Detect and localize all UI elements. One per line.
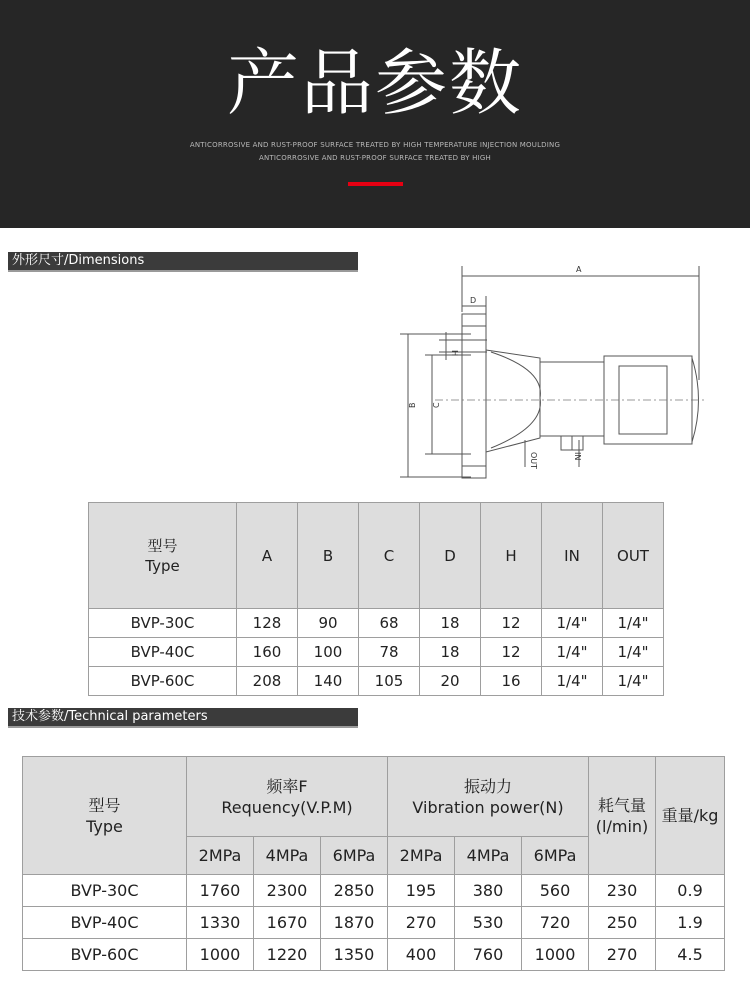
table-row (23, 939, 725, 971)
table-cell: 1.9 (656, 907, 725, 939)
banner-subtitle-1: ANTICORROSIVE AND RUST-PROOF SURFACE TREATED BY HIGH TEMPERATURE INJECTION MOULDING (189, 141, 561, 149)
banner-subtitle-2: ANTICORROSIVE AND RUST-PROOF SURFACE TREATED BY HIGH (258, 154, 491, 162)
dimension-drawing (395, 262, 715, 492)
table-row (89, 667, 664, 696)
column-header: A (237, 503, 298, 609)
dim-label-d: D (470, 296, 477, 305)
technical-table (22, 756, 725, 971)
dim-label-out: OUT (529, 452, 538, 470)
table-cell: 68 (359, 609, 420, 638)
table-cell: 90 (298, 609, 359, 638)
table-cell: 1/4" (603, 638, 664, 667)
table-cell: 530 (455, 907, 522, 939)
dim-label-in: IN (573, 452, 582, 461)
model-cell: BVP-60C (89, 667, 237, 696)
table-header-row (23, 757, 725, 837)
column-header: OUT (603, 503, 664, 609)
table-cell: 18 (420, 638, 481, 667)
model-cell: BVP-60C (23, 939, 187, 971)
table-cell: 78 (359, 638, 420, 667)
column-header: IN (542, 503, 603, 609)
table-cell: 16 (481, 667, 542, 696)
table-cell: 12 (481, 609, 542, 638)
table-row (23, 907, 725, 939)
pressure-header: 6MPa (522, 837, 589, 875)
table-cell: 12 (481, 638, 542, 667)
table-cell: 560 (522, 875, 589, 907)
pressure-header: 2MPa (187, 837, 254, 875)
table-cell: 760 (455, 939, 522, 971)
table-cell: 1330 (187, 907, 254, 939)
column-header: C (359, 503, 420, 609)
column-header: H (481, 503, 542, 609)
table-row (89, 638, 664, 667)
table-cell: 1/4" (603, 667, 664, 696)
pressure-header: 2MPa (388, 837, 455, 875)
table-cell: 2850 (321, 875, 388, 907)
table-cell: 100 (298, 638, 359, 667)
table-cell: 4.5 (656, 939, 725, 971)
table-cell: 1000 (522, 939, 589, 971)
table-cell: 270 (388, 907, 455, 939)
model-cell: BVP-40C (89, 638, 237, 667)
table-cell: 270 (589, 939, 656, 971)
table-cell: 720 (522, 907, 589, 939)
accent-bar (348, 182, 403, 186)
dim-label-b: B (408, 402, 417, 408)
table-cell: 2300 (254, 875, 321, 907)
model-header: 型号 Type (23, 757, 187, 875)
column-header: D (420, 503, 481, 609)
table-cell: 1/4" (603, 609, 664, 638)
table-cell: 400 (388, 939, 455, 971)
model-cell: BVP-40C (23, 907, 187, 939)
table-row (23, 875, 725, 907)
table-cell: 230 (589, 875, 656, 907)
page-title: 产品参数 (226, 41, 523, 125)
table-cell: 128 (237, 609, 298, 638)
model-header: 型号 Type (89, 503, 237, 609)
table-cell: 1000 (187, 939, 254, 971)
table-cell: 380 (455, 875, 522, 907)
dim-label-h: H (450, 350, 459, 357)
table-header-row (89, 503, 664, 609)
table-cell: 1220 (254, 939, 321, 971)
technical-heading: 技术参数/Technical parameters (8, 708, 358, 728)
pressure-header: 6MPa (321, 837, 388, 875)
table-cell: 1/4" (542, 667, 603, 696)
pressure-header: 4MPa (254, 837, 321, 875)
column-header: B (298, 503, 359, 609)
table-cell: 208 (237, 667, 298, 696)
table-cell: 195 (388, 875, 455, 907)
dim-label-a: A (576, 265, 582, 274)
table-cell: 1/4" (542, 638, 603, 667)
table-cell: 18 (420, 609, 481, 638)
air-consumption-header: 耗气量 (l/min) (589, 757, 656, 875)
table-cell: 1870 (321, 907, 388, 939)
table-cell: 250 (589, 907, 656, 939)
table-cell: 105 (359, 667, 420, 696)
table-cell: 0.9 (656, 875, 725, 907)
pressure-header: 4MPa (455, 837, 522, 875)
table-cell: 160 (237, 638, 298, 667)
vibration-header: 振动力 Vibration power(N) (388, 757, 589, 837)
dimensions-heading: 外形尺寸/Dimensions (8, 252, 358, 272)
model-cell: BVP-30C (89, 609, 237, 638)
table-cell: 1350 (321, 939, 388, 971)
table-cell: 1670 (254, 907, 321, 939)
model-cell: BVP-30C (23, 875, 187, 907)
table-row (89, 609, 664, 638)
header-banner (0, 0, 750, 228)
table-cell: 1/4" (542, 609, 603, 638)
table-cell: 1760 (187, 875, 254, 907)
dim-label-c: C (432, 402, 441, 408)
table-cell: 20 (420, 667, 481, 696)
dimensions-table (88, 502, 664, 696)
table-cell: 140 (298, 667, 359, 696)
frequency-header: 频率F Requency(V.P.M) (187, 757, 388, 837)
weight-header: 重量/kg (656, 757, 725, 875)
